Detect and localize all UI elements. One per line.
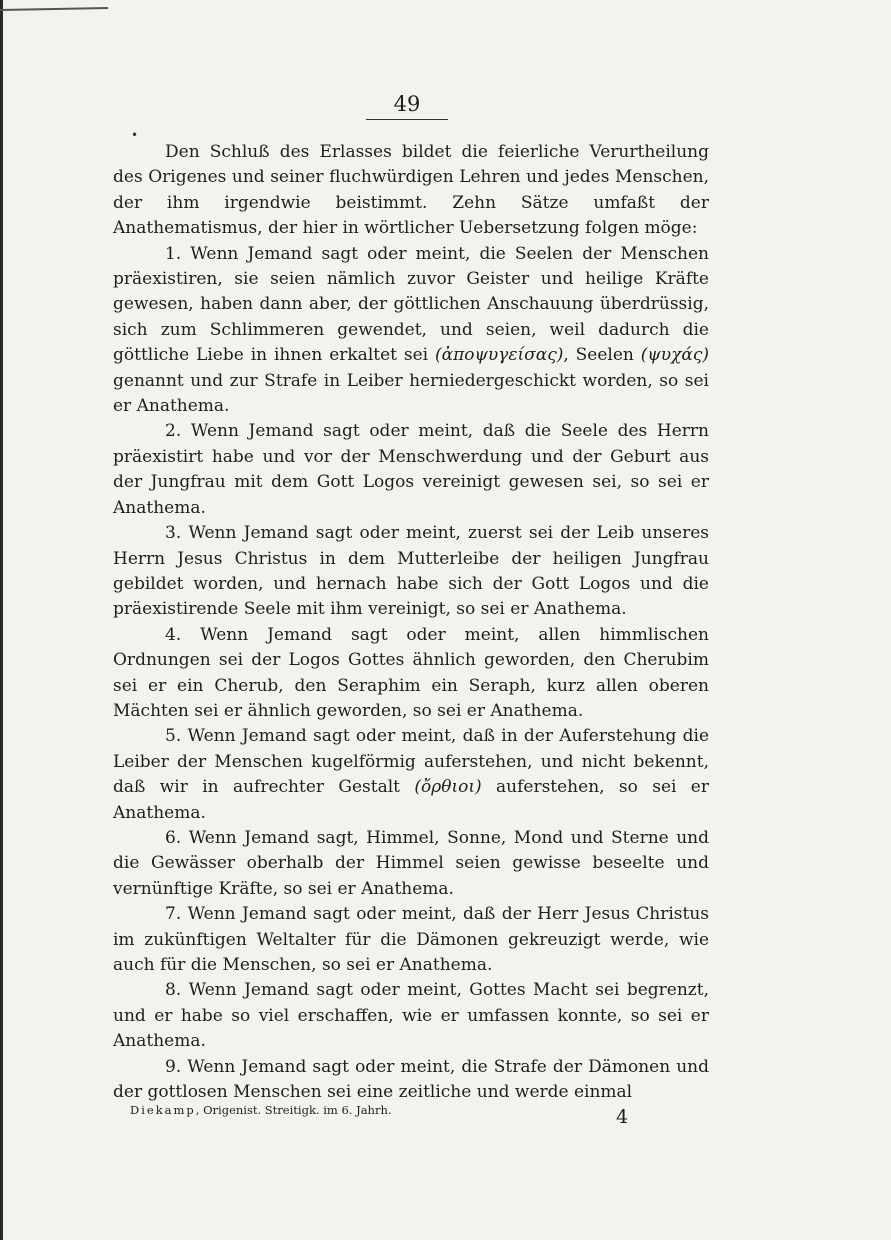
sheet-signature: 4 — [616, 1106, 629, 1128]
page-number: 49 — [393, 92, 421, 116]
anathema-2 — [113, 419, 709, 521]
item-text: 3. Wenn Jemand sagt oder meint, zuerst sei der Leib unseres Herrn Jesus Christus in dem Mutterleibe der heiligen Jungfrau gebildet worden, und hernach habe sich der Gott Logos und die präexistirende Seele mit ihm vereinigt, so sei er Anathema. — [113, 523, 709, 620]
footer-author: Diekamp — [130, 1103, 196, 1117]
item-text: 6. Wenn Jemand sagt, Himmel, Sonne, Mond und Sterne und die Gewässer oberhalb der Himmel seien gewisse beseelte und vernünftige Kräfte, so sei er Anathema. — [113, 827, 709, 899]
item-text: 4. Wenn Jemand sagt oder meint, allen himmlischen Ordnungen sei der Logos Gottes ähnlich geworden, den Cherubim sei er ein Cherub, den Seraphim ein Seraph, kurz allen oberen Mächten sei er ähnlich geworden, so sei er Anathema. — [113, 624, 709, 721]
page-number-rule — [366, 119, 448, 120]
anathema-5 — [113, 724, 709, 826]
item-text: 5. Wenn Jemand sagt oder meint, daß in der Auferstehung die Leiber der Menschen kugelförmig auferstehen, und nicht bekennt, daß wir in aufrechter Gestalt — [113, 726, 709, 798]
item-text: 7. Wenn Jemand sagt oder meint, daß der Herr Jesus Christus im zukünftigen Weltalter für die Dämonen gekreuzigt werde, wie auch für die Menschen, so sei er Anathema. — [113, 904, 709, 975]
scan-mark — [0, 7, 108, 11]
body-text — [113, 140, 709, 1105]
footer-citation: Diekamp, Origenist. Streitigk. im 6. Jahrh. — [130, 1103, 392, 1117]
stray-mark: • — [131, 128, 139, 142]
scan-edge — [0, 0, 3, 1240]
anathema-9 — [113, 1055, 709, 1106]
intro-paragraph: Den Schluß des Erlasses bildet die feierliche Verurtheilung des Origenes und seiner fluchwürdigen Lehren und jedes Menschen, der ihm irgendwie beistimmt. Zehn Sätze umfaßt der Anathematismus, der hier in wörtlicher Uebersetzung folgen möge: — [113, 142, 709, 239]
item-text: 1. Wenn Jemand sagt oder meint, die Seelen der Menschen präexistiren, sie seien nämlich zuvor Geister und heilige Kräfte gewesen, haben dann aber, der göttlichen Anschauung überdrüssig, sich zum Schlimmeren gewendet, und seien, weil dadurch die göttliche Liebe in ihnen erkaltet sei — [113, 243, 709, 366]
item-text: 2. Wenn Jemand sagt oder meint, daß die Seele des Herrn präexistirt habe und vor der Menschwerdung und der Geburt aus der Jungfrau mit dem Gott Logos vereinigt gewesen sei, so sei er Anathema. — [113, 421, 709, 518]
anathema-7 — [113, 902, 709, 978]
greek-term: (ὄρθιοι) — [414, 777, 482, 798]
greek-term: (ἀποψυγείσας) — [434, 345, 564, 366]
anathema-6 — [113, 826, 709, 902]
greek-term: (ψυχάς) — [640, 345, 709, 366]
anathema-1 — [113, 242, 709, 420]
item-text: 8. Wenn Jemand sagt oder meint, Gottes Macht sei begrenzt, und er habe so viel erschaffen, wie er umfassen konnte, so sei er Anathema. — [113, 980, 709, 1052]
item-text: genannt und zur Strafe in Leiber herniedergeschickt worden, so sei er Anathema. — [113, 370, 709, 417]
item-text: auferstehen, so sei er Anathema. — [113, 777, 709, 823]
anathema-3 — [113, 521, 709, 623]
anathema-8 — [113, 978, 709, 1054]
item-text: , Seelen — [563, 345, 641, 366]
anathema-4 — [113, 623, 709, 725]
item-text: 9. Wenn Jemand sagt oder meint, die Strafe der Dämonen und der gottlosen Menschen sei eine zeitliche und werde einmal — [113, 1056, 709, 1103]
footer-title: Origenist. Streitigk. im 6. Jahrh. — [203, 1103, 392, 1117]
